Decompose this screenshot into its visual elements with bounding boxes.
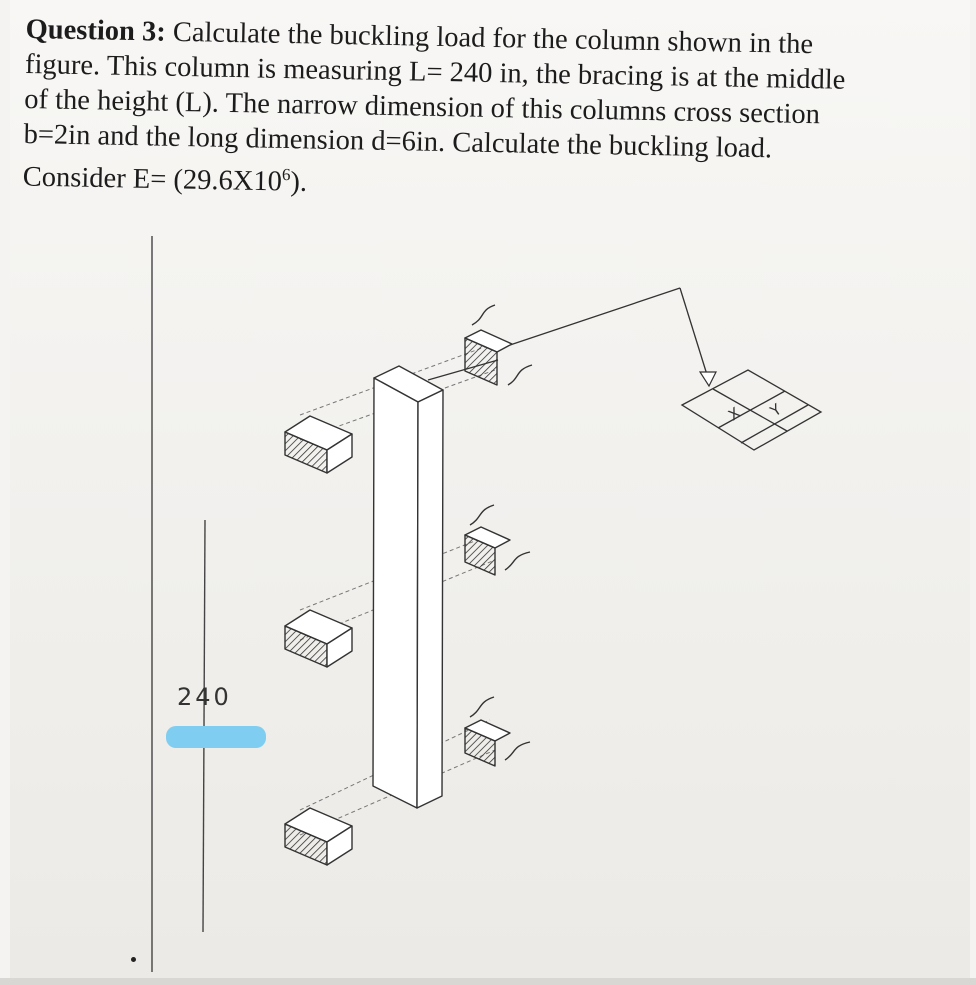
arrow-head-icon [700,372,716,386]
brace-block-bottom [465,697,530,766]
question-line-4: b=2in and the long dimension d=6in. Calculate the buckling load. [23,118,773,165]
axis-y-label: Y [766,400,785,421]
section-block-middle [285,610,352,667]
tall-column [373,366,443,808]
question-line-1: Calculate the buckling load for the column shown in the [165,16,814,61]
question-line-5-end: ). [290,166,308,198]
question-line-3: of the height (L). The narrow dimension of this columns cross section [24,83,821,131]
question-number: Question 3: [25,13,167,48]
question-line-2: figure. This column is measuring L= 240 in, the bracing is at the middle [24,48,846,96]
dimension-label: 240 [177,683,232,711]
pen-dot [131,957,136,962]
leader-line [510,288,708,378]
section-detail-grid [682,370,821,450]
brace-block-middle [465,505,530,575]
exponent: 6 [281,164,291,185]
brace-block-top [465,305,532,385]
axis-x-label: X [724,403,744,425]
redaction-mark [166,726,266,748]
question-line-5: Consider E= (29.6X10 [22,161,283,198]
